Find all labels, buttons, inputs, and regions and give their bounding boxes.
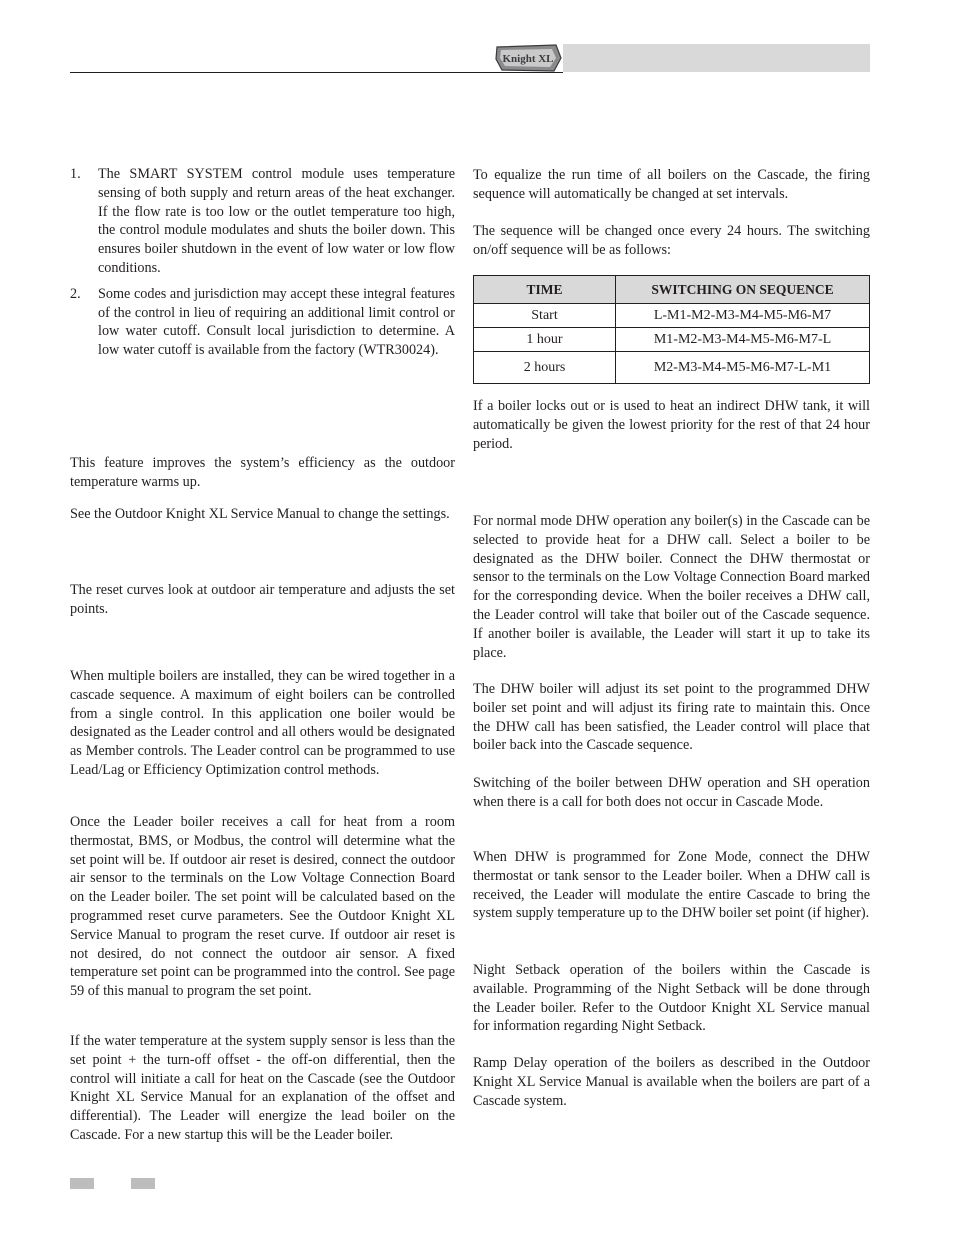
- paragraph-reset-curves: The reset curves look at outdoor air temperature and adjusts the set points.: [70, 582, 455, 617]
- knight-xl-logo: [494, 43, 564, 73]
- list-item: [70, 165, 455, 278]
- table-cell: 1 hour: [474, 328, 616, 352]
- table-cell: 2 hours: [474, 352, 616, 384]
- paragraph-equalize: To equalize the run time of all boilers on the Cascade, the firing sequence will automatically be changed at set intervals.: [473, 167, 870, 202]
- table-cell: M2-M3-M4-M5-M6-M7-L-M1: [616, 352, 870, 384]
- paragraph-dhw-adjust: The DHW boiler will adjust its set point to the programmed DHW boiler set point and will adjust its firing rate to maintain this. Once the DHW call has been satisfied, the Leader control will place that boiler back into the Cascade sequence.: [473, 681, 870, 754]
- footer-mark-left: [70, 1178, 94, 1189]
- paragraph-leader-call: Once the Leader boiler receives a call for heat from a room thermostat, BMS, or Modbus, the control will determine what the set point will be. If outdoor air reset is desired, connect the outdoor air sensor to the terminals on the Low Voltage Connection Board on the Leader boiler. The set point will be calculated based on the programmed reset curve parameters. See the Outdoor Knight XL Service Manual to program the reset curve. If outdoor air reset is not desired, do not connect the outdoor air sensor. A fixed temperature set point can be programmed into the control. See page 59 of this manual to program the set point.: [70, 814, 455, 1000]
- paragraph-switching: Switching of the boiler between DHW operation and SH operation when there is a call for both does not occur in Cascade Mode.: [473, 775, 870, 810]
- paragraph-see-manual: See the Outdoor Knight XL Service Manual to change the settings.: [70, 506, 450, 522]
- sequence-table: [473, 275, 870, 384]
- list-item: [70, 285, 455, 360]
- logo-text: Knight XL: [502, 53, 554, 65]
- header-rule: [70, 72, 563, 73]
- paragraph-normal-dhw: For normal mode DHW operation any boiler(s) in the Cascade can be selected to provide heat for a DHW call. Select a boiler to be designated as the DHW boiler. Connect the DHW thermostat or sensor to the terminals on the Low Voltage Connection Board marked for the corresponding device. When the boiler receives a DHW call, the Leader control will take that boiler out of the Cascade sequence. If another boiler is available, the Leader will start it up to take its place.: [473, 513, 870, 661]
- table-row: [474, 328, 870, 352]
- paragraph-ramp-delay: Ramp Delay operation of the boilers as described in the Outdoor Knight XL Service Manual is available when the boilers are part of a Cascade system.: [473, 1055, 870, 1109]
- paragraph-water-temperature: If the water temperature at the system supply sensor is less than the set point + the turn-off offset - the off-on differential, then the control will initiate a call for heat on the Cascade (see the Outdoor Knight XL Service Manual for an explanation of the offset and differential). The Leader will energize the lead boiler on the Cascade. For a new startup this will be the Leader boiler.: [70, 1033, 455, 1143]
- paragraph-efficiency: This feature improves the system’s efficiency as the outdoor temperature warms up.: [70, 455, 455, 490]
- list-number: 1.: [70, 166, 81, 182]
- table-cell: L-M1-M2-M3-M4-M5-M6-M7: [616, 304, 870, 328]
- table-header: SWITCHING ON SEQUENCE: [616, 276, 870, 304]
- table-row: [474, 304, 870, 328]
- list-text: The SMART SYSTEM control module uses temperature sensing of both supply and return areas of the heat exchanger. If the flow rate is too low or the outlet temperature too high, the control module modulates and shuts the boiler down. This ensures boiler shutdown in the event of low water or low flow conditions.: [98, 166, 455, 276]
- paragraph-night-setback: Night Setback operation of the boilers within the Cascade is available. Programming of the Night Setback will be done through the Leader boiler. Refer to the Outdoor Knight XL Service manual for information regarding Night Setback.: [473, 962, 870, 1035]
- paragraph-lockout: If a boiler locks out or is used to heat an indirect DHW tank, it will automatically be given the lowest priority for the rest of that 24 hour period.: [473, 398, 870, 452]
- table-header: TIME: [474, 276, 616, 304]
- safety-list: [70, 165, 455, 367]
- table-cell: Start: [474, 304, 616, 328]
- table-header-row: [474, 276, 870, 304]
- paragraph-multiple-boilers: When multiple boilers are installed, they can be wired together in a cascade sequence. A maximum of eight boilers can be controlled from a single control. In this application one boiler would be designated as the Leader control and all others would be designated as Member controls. The Leader control can be programmed to use Lead/Lag or Efficiency Optimization control methods.: [70, 668, 455, 778]
- table-row: [474, 352, 870, 384]
- paragraph-zone-mode: When DHW is programmed for Zone Mode, connect the DHW thermostat or tank sensor to the Leader boiler. When a DHW call is received, the Leader will modulate the entire Cascade to bring the system supply temperature up to the DHW boiler set point (if higher).: [473, 849, 870, 922]
- paragraph-sequence: The sequence will be changed once every 24 hours. The switching on/off sequence will be as follows:: [473, 223, 870, 258]
- list-text: Some codes and jurisdiction may accept these integral features of the control in lieu of requiring an additional limit control or low water cutoff. Consult local jurisdiction to determine. A low water cutoff is available from the factory (WTR30024).: [98, 285, 455, 359]
- footer-mark-right: [131, 1178, 155, 1189]
- table-cell: M1-M2-M3-M4-M5-M6-M7-L: [616, 328, 870, 352]
- list-number: 2.: [70, 285, 81, 302]
- header-bar: [563, 44, 870, 72]
